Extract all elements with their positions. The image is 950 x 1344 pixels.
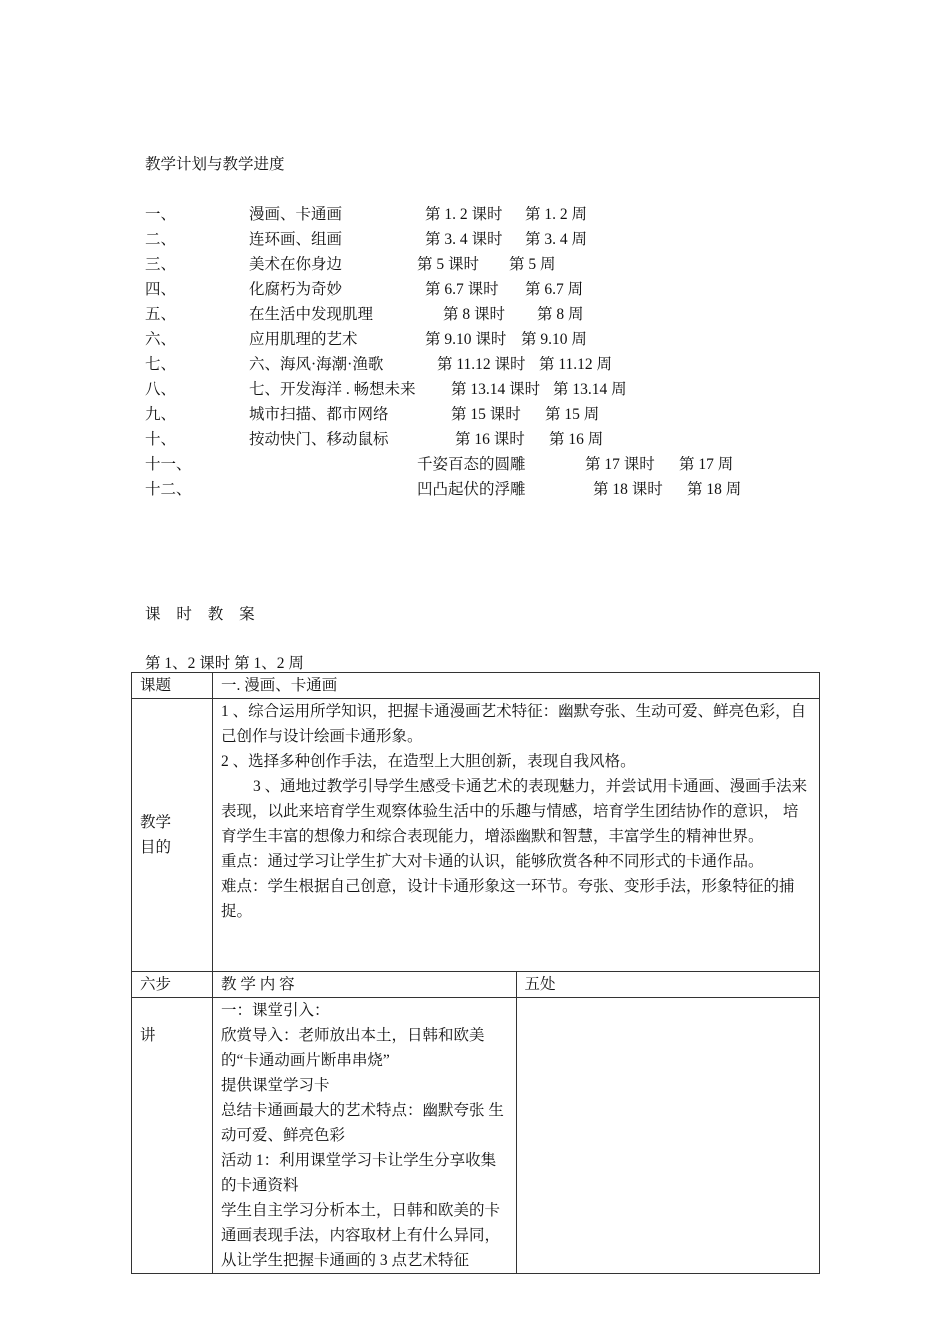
plan-row-lesson: 第 18 课时 bbox=[593, 481, 663, 498]
goal-label bbox=[132, 699, 213, 972]
table-row bbox=[132, 699, 820, 972]
plan-row-num: 八、 bbox=[145, 381, 177, 398]
plan-row bbox=[0, 477, 950, 501]
notes-cell bbox=[516, 998, 820, 1274]
plan-row bbox=[0, 327, 950, 351]
plan-row bbox=[0, 427, 950, 451]
plan-row-num: 四、 bbox=[145, 281, 177, 298]
plan-row-topic: 化腐朽为奇妙 bbox=[249, 281, 343, 298]
plan-row bbox=[0, 452, 950, 476]
plan-row-topic: 城市扫描、都市网络 bbox=[249, 406, 389, 423]
plan-row-num: 一、 bbox=[145, 206, 177, 223]
plan-row-lesson: 第 5 课时 bbox=[417, 256, 480, 273]
plan-row-lesson: 第 17 课时 bbox=[585, 456, 655, 473]
plan-row-num: 十、 bbox=[145, 431, 177, 448]
plan-row-lesson: 第 8 课时 bbox=[443, 306, 506, 323]
lesson-plan-title: 课 时 教 案 bbox=[145, 606, 261, 623]
goal-item: 1 、综合运用所学知识，把握卡通漫画艺术特征：幽默夸张、生动可爱、鲜亮色彩，自己创作与设计绘画卡通形象。 bbox=[221, 703, 807, 745]
plan-row-lesson: 第 11.12 课时 bbox=[437, 356, 526, 373]
plan-row-num: 十一、 bbox=[145, 456, 192, 473]
plan-title: 教学计划与教学进度 bbox=[145, 156, 285, 173]
goals-cell bbox=[213, 699, 820, 972]
table-row bbox=[132, 998, 820, 1274]
plan-row bbox=[0, 302, 950, 326]
content-line: 提供课堂学习卡 bbox=[221, 1077, 330, 1094]
plan-row-topic: 按动快门、移动鼠标 bbox=[249, 431, 389, 448]
key-point: 重点：通过学习让学生扩大对卡通的认识，能够欣赏各种不同形式的卡通作品。 bbox=[221, 853, 764, 870]
plan-row-num: 十二、 bbox=[145, 481, 192, 498]
plan-row-topic: 凹凸起伏的浮雕 bbox=[417, 481, 526, 498]
plan-row bbox=[0, 377, 950, 401]
header-steps: 六步 bbox=[132, 972, 213, 998]
step-label: 讲 bbox=[140, 1027, 156, 1044]
lesson-period: 第 1、2 课时 第 1、2 周 bbox=[145, 655, 304, 672]
plan-row-week: 第 8 周 bbox=[537, 306, 584, 323]
plan-row-num: 五、 bbox=[145, 306, 177, 323]
plan-row-lesson: 第 1. 2 课时 bbox=[425, 206, 503, 223]
goal-item: 2 、选择多种创作手法，在造型上大胆创新，表现自我风格。 bbox=[221, 753, 636, 770]
goal-item: 3 、通地过教学引导学生感受卡通艺术的表现魅力，并尝试用卡通画、漫画手法来表现，以此来培育学生观察体验生活中的乐趣与情感，培育学生团结协作的意识， 培育学生丰富的想像力和综合表现能力，增添幽默和智慧，丰富学生的精神世界。 bbox=[221, 778, 808, 845]
plan-row-week: 第 6.7 周 bbox=[525, 281, 584, 298]
plan-row-lesson: 第 13.14 课时 bbox=[451, 381, 541, 398]
plan-row-num: 九、 bbox=[145, 406, 177, 423]
plan-row bbox=[0, 402, 950, 426]
plan-row-num: 三、 bbox=[145, 256, 177, 273]
plan-row-num: 七、 bbox=[145, 356, 177, 373]
plan-row-week: 第 1. 2 周 bbox=[525, 206, 588, 223]
plan-row-num: 六、 bbox=[145, 331, 177, 348]
plan-row-week: 第 3. 4 周 bbox=[525, 231, 588, 248]
plan-row bbox=[0, 352, 950, 376]
plan-row-topic: 六、海风·海潮·渔歌 bbox=[249, 356, 384, 373]
content-line: 一：课堂引入： bbox=[221, 1002, 330, 1019]
plan-row-week: 第 18 周 bbox=[687, 481, 742, 498]
plan-row-week: 第 11.12 周 bbox=[539, 356, 613, 373]
plan-row-week: 第 5 周 bbox=[509, 256, 556, 273]
plan-row bbox=[0, 277, 950, 301]
plan-row-week: 第 13.14 周 bbox=[553, 381, 627, 398]
plan-row-topic: 美术在你身边 bbox=[249, 256, 343, 273]
plan-row-week: 第 16 周 bbox=[549, 431, 604, 448]
topic-label: 课题 bbox=[132, 673, 213, 699]
plan-row-lesson: 第 9.10 课时 bbox=[425, 331, 507, 348]
plan-row bbox=[0, 227, 950, 251]
table-row bbox=[132, 972, 820, 998]
plan-row bbox=[0, 202, 950, 226]
header-content: 教 学 内 容 bbox=[213, 972, 517, 998]
plan-row-topic: 七、开发海洋 . 畅想未来 bbox=[249, 381, 416, 398]
plan-row-lesson: 第 3. 4 课时 bbox=[425, 231, 503, 248]
lesson-plan-table bbox=[131, 672, 820, 1274]
plan-row bbox=[0, 252, 950, 276]
content-line: 欣赏导入：老师放出本土，日韩和欧美的“卡通动画片断串串烧” bbox=[221, 1027, 485, 1069]
plan-row-topic: 在生活中发现肌理 bbox=[249, 306, 374, 323]
plan-row-num: 二、 bbox=[145, 231, 177, 248]
plan-row-week: 第 9.10 周 bbox=[521, 331, 587, 348]
plan-row-topic: 应用肌理的艺术 bbox=[249, 331, 358, 348]
header-notes: 五处 bbox=[516, 972, 820, 998]
plan-row-topic: 连环画、组画 bbox=[249, 231, 343, 248]
plan-row-week: 第 17 周 bbox=[679, 456, 734, 473]
plan-row-topic: 千姿百态的圆雕 bbox=[417, 456, 526, 473]
table-row bbox=[132, 673, 820, 699]
plan-row-week: 第 15 周 bbox=[545, 406, 600, 423]
topic-value: 一. 漫画、卡通画 bbox=[213, 673, 820, 699]
goal-label-line: 教学 bbox=[140, 814, 172, 831]
step-label-cell bbox=[132, 998, 213, 1274]
plan-row-lesson: 第 6.7 课时 bbox=[425, 281, 499, 298]
content-line: 总结卡通画最大的艺术特点：幽默夸张 生动可爱、鲜亮色彩 bbox=[221, 1102, 504, 1144]
difficult-point: 难点：学生根据自己创意，设计卡通形象这一环节。夸张、变形手法，形象特征的捕捉。 bbox=[221, 878, 795, 920]
goal-label-line: 目的 bbox=[140, 839, 172, 856]
content-line: 学生自主学习分析本土，日韩和欧美的卡通画表现手法，内容取材上有什么异同，从让学生把握卡通画的 3 点艺术特征 bbox=[221, 1202, 501, 1269]
plan-row-topic: 漫画、卡通画 bbox=[249, 206, 343, 223]
content-line: 活动 1：利用课堂学习卡让学生分享收集的卡通资料 bbox=[221, 1152, 497, 1194]
plan-row-lesson: 第 15 课时 bbox=[451, 406, 521, 423]
content-cell bbox=[213, 998, 517, 1274]
plan-row-lesson: 第 16 课时 bbox=[455, 431, 525, 448]
